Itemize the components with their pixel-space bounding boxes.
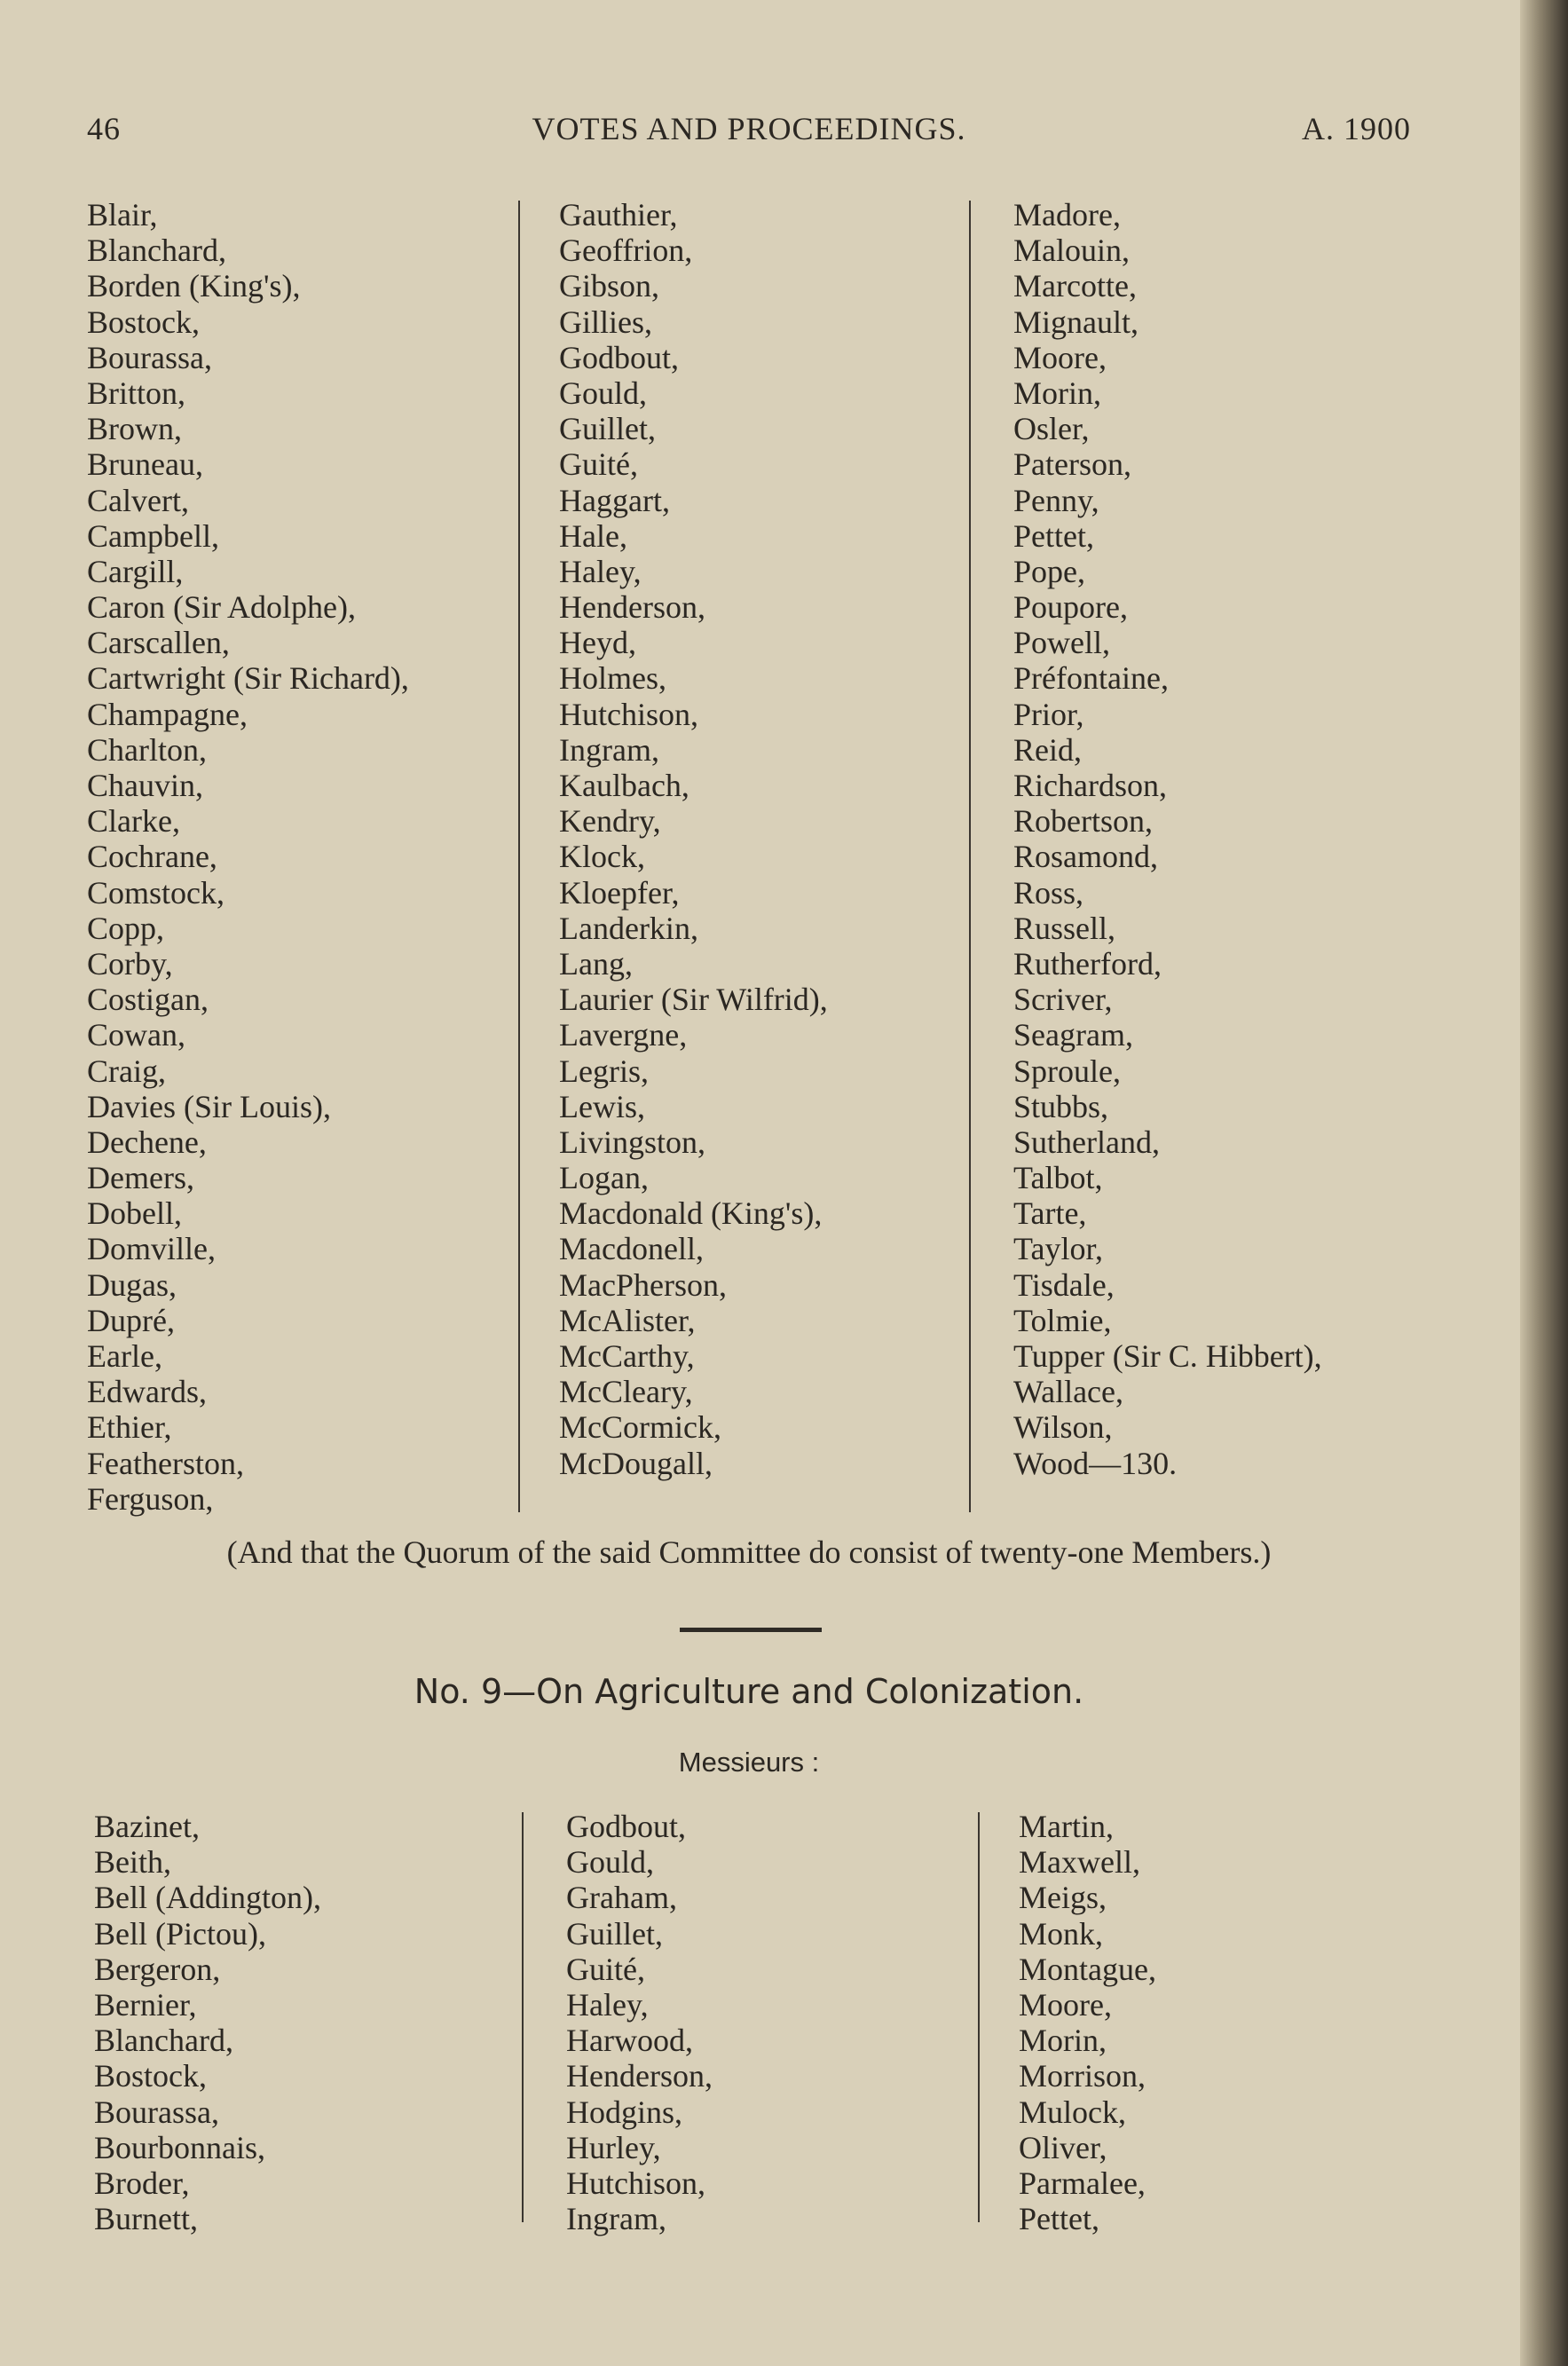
- member-name: Bourassa,: [94, 2094, 219, 2130]
- member-name: Campbell,: [87, 517, 219, 554]
- member-name: Kloepfer,: [559, 874, 680, 911]
- member-name: Reid,: [1013, 731, 1082, 768]
- member-name: Maxwell,: [1019, 1844, 1140, 1881]
- member-name: Guillet,: [566, 1915, 663, 1952]
- member-name: Pettet,: [1019, 2201, 1099, 2237]
- member-name: Legris,: [559, 1053, 649, 1089]
- member-column-1: [87, 197, 409, 1517]
- member-name: Stubbs,: [1013, 1088, 1109, 1124]
- member-name: Haggart,: [559, 482, 670, 518]
- member-name: Mignault,: [1013, 304, 1139, 340]
- column-rule: [969, 201, 971, 1512]
- member-name: Pope,: [1013, 553, 1085, 589]
- member-name: Bergeron,: [94, 1951, 221, 1987]
- member-name: Bazinet,: [94, 1809, 200, 1844]
- member-name: Ethier,: [87, 1409, 172, 1446]
- member-name: Henderson,: [559, 589, 705, 626]
- member-name: Malouin,: [1013, 233, 1130, 269]
- section-subtitle: Messieurs :: [678, 1747, 820, 1778]
- section-title: No. 9—On Agriculture and Colonization.: [414, 1672, 1084, 1711]
- page-number: 46: [87, 111, 121, 146]
- member-column-2: [559, 197, 828, 1481]
- member-name: Monk,: [1019, 1915, 1104, 1952]
- member-name: Bruneau,: [87, 446, 203, 483]
- member-name: Clarke,: [87, 803, 180, 840]
- member-name: Dupré,: [87, 1302, 175, 1338]
- member-name: Godbout,: [566, 1809, 686, 1844]
- member-name: Cartwright (Sir Richard),: [87, 660, 409, 697]
- member-name: Russell,: [1013, 910, 1116, 946]
- member-name: Ingram,: [559, 731, 659, 768]
- member-name: Klock,: [559, 839, 645, 875]
- member-name: Macdonald (King's),: [559, 1195, 823, 1232]
- member-column-3: [1019, 1809, 1156, 2236]
- member-name: Featherston,: [87, 1445, 244, 1481]
- member-name: Craig,: [87, 1053, 166, 1089]
- member-name: Broder,: [94, 2165, 190, 2201]
- member-name: Wood—130.: [1013, 1445, 1178, 1481]
- member-name: Scriver,: [1013, 982, 1113, 1018]
- member-name: Tarte,: [1013, 1195, 1087, 1232]
- member-name: Morin,: [1013, 375, 1101, 411]
- member-name: Blanchard,: [87, 233, 226, 269]
- member-name: Bourbonnais,: [94, 2129, 265, 2165]
- member-name: Costigan,: [87, 982, 209, 1018]
- member-name: Poupore,: [1013, 589, 1128, 626]
- member-name: Laurier (Sir Wilfrid),: [559, 982, 828, 1018]
- member-name: Geoffrion,: [559, 233, 693, 269]
- column-rule: [978, 1812, 980, 2222]
- member-name: Paterson,: [1013, 446, 1131, 483]
- member-name: Hutchison,: [566, 2165, 705, 2201]
- member-name: Logan,: [559, 1160, 649, 1196]
- member-name: Carscallen,: [87, 625, 230, 661]
- member-name: Guité,: [559, 446, 638, 483]
- member-name: Rutherford,: [1013, 945, 1162, 982]
- member-name: Penny,: [1013, 482, 1099, 518]
- member-column-2: [566, 1809, 713, 2236]
- page-header: [87, 110, 1411, 154]
- member-name: Oliver,: [1019, 2129, 1107, 2165]
- member-name: Kendry,: [559, 803, 661, 840]
- member-name: Gould,: [559, 375, 647, 411]
- member-name: Madore,: [1013, 197, 1121, 233]
- column-rule: [522, 1812, 524, 2222]
- member-name: Powell,: [1013, 625, 1111, 661]
- member-name: Tupper (Sir C. Hibbert),: [1013, 1338, 1322, 1374]
- member-name: Dobell,: [87, 1195, 182, 1232]
- member-name: Montague,: [1019, 1951, 1156, 1987]
- member-name: Mulock,: [1019, 2094, 1126, 2130]
- member-name: Ross,: [1013, 874, 1084, 911]
- column-rule: [518, 201, 520, 1512]
- member-name: Marcotte,: [1013, 268, 1137, 304]
- member-name: Tolmie,: [1013, 1302, 1112, 1338]
- member-name: Beith,: [94, 1844, 171, 1881]
- member-name: Hale,: [559, 517, 627, 554]
- member-name: Meigs,: [1019, 1880, 1107, 1916]
- member-name: Charlton,: [87, 731, 207, 768]
- member-name: Britton,: [87, 375, 186, 411]
- member-name: Osler,: [1013, 411, 1090, 447]
- member-name: Kaulbach,: [559, 768, 689, 803]
- member-name: Cochrane,: [87, 839, 217, 875]
- member-name: Morin,: [1019, 2023, 1107, 2059]
- member-name: Gould,: [566, 1844, 654, 1881]
- member-name: Calvert,: [87, 482, 189, 518]
- member-name: Macdonell,: [559, 1231, 704, 1267]
- member-name: Dechene,: [87, 1124, 207, 1160]
- member-name: Tisdale,: [1013, 1266, 1115, 1303]
- running-title: VOTES AND PROCEEDINGS.: [532, 111, 966, 146]
- page-edge-shadow: [1520, 0, 1568, 2366]
- member-name: Domville,: [87, 1231, 216, 1267]
- member-name: Gauthier,: [559, 197, 678, 233]
- member-name: Bell (Pictou),: [94, 1915, 266, 1952]
- member-name: Cargill,: [87, 553, 184, 589]
- member-name: Ferguson,: [87, 1480, 214, 1517]
- member-name: Blanchard,: [94, 2023, 233, 2059]
- member-name: Robertson,: [1013, 803, 1153, 840]
- member-name: Caron (Sir Adolphe),: [87, 589, 356, 626]
- member-name: Bernier,: [94, 1986, 197, 2023]
- member-name: McCarthy,: [559, 1338, 695, 1374]
- member-name: Livingston,: [559, 1124, 706, 1160]
- session-year: A. 1900: [1302, 111, 1411, 146]
- member-name: Moore,: [1013, 339, 1107, 375]
- member-name: Talbot,: [1013, 1160, 1103, 1196]
- member-name: Pettet,: [1013, 517, 1094, 554]
- member-name: Lang,: [559, 945, 633, 982]
- member-name: Copp,: [87, 910, 165, 946]
- member-name: Brown,: [87, 411, 182, 447]
- member-name: Holmes,: [559, 660, 666, 697]
- member-name: Guité,: [566, 1951, 645, 1987]
- member-name: Gibson,: [559, 268, 660, 304]
- member-name: Ingram,: [566, 2201, 666, 2237]
- member-name: Dugas,: [87, 1266, 177, 1303]
- member-name: Lavergne,: [559, 1017, 688, 1053]
- member-name: Bell (Addington),: [94, 1880, 321, 1916]
- member-name: Hurley,: [566, 2129, 661, 2165]
- member-name: Earle,: [87, 1338, 162, 1374]
- member-name: Guillet,: [559, 411, 656, 447]
- member-name: Sutherland,: [1013, 1124, 1160, 1160]
- quorum-note: (And that the Quorum of the said Committee do consist of twenty-one Members.): [226, 1534, 1272, 1570]
- member-name: McAlister,: [559, 1302, 696, 1338]
- member-name: Burnett,: [94, 2201, 198, 2237]
- member-name: Taylor,: [1013, 1231, 1104, 1267]
- member-column-3: [1013, 197, 1322, 1481]
- member-name: Hodgins,: [566, 2094, 683, 2130]
- member-name: Champagne,: [87, 696, 248, 732]
- member-name: Sproule,: [1013, 1053, 1121, 1089]
- member-name: Graham,: [566, 1880, 677, 1916]
- member-name: McCleary,: [559, 1374, 693, 1410]
- member-name: Morrison,: [1019, 2058, 1146, 2094]
- member-name: Martin,: [1019, 1809, 1114, 1844]
- member-name: Prior,: [1013, 696, 1084, 732]
- member-name: McCormick,: [559, 1409, 721, 1446]
- member-column-1: [94, 1809, 321, 2236]
- member-name: Rosamond,: [1013, 839, 1159, 875]
- member-name: Blair,: [87, 197, 158, 233]
- member-name: Godbout,: [559, 339, 679, 375]
- member-name: Seagram,: [1013, 1017, 1133, 1053]
- member-name: Henderson,: [566, 2058, 713, 2094]
- member-name: Harwood,: [566, 2023, 693, 2059]
- member-name: Gillies,: [559, 304, 652, 340]
- member-name: Demers,: [87, 1160, 194, 1196]
- member-name: Cowan,: [87, 1017, 185, 1053]
- member-name: Bostock,: [87, 304, 201, 340]
- member-name: Corby,: [87, 945, 173, 982]
- member-name: Landerkin,: [559, 910, 698, 946]
- member-name: Heyd,: [559, 625, 636, 661]
- member-name: Haley,: [566, 1986, 649, 2023]
- member-name: Moore,: [1019, 1986, 1112, 2023]
- member-name: Haley,: [559, 553, 642, 589]
- member-name: Wilson,: [1013, 1409, 1113, 1446]
- member-name: Préfontaine,: [1013, 660, 1169, 697]
- member-name: Lewis,: [559, 1088, 645, 1124]
- member-name: Edwards,: [87, 1374, 207, 1410]
- member-name: Hutchison,: [559, 696, 698, 732]
- member-name: Bostock,: [94, 2058, 208, 2094]
- member-name: Comstock,: [87, 874, 225, 911]
- member-name: MacPherson,: [559, 1266, 727, 1303]
- member-name: Parmalee,: [1019, 2165, 1146, 2201]
- member-name: Wallace,: [1013, 1374, 1124, 1410]
- member-name: McDougall,: [559, 1445, 713, 1481]
- member-name: Richardson,: [1013, 768, 1167, 803]
- member-name: Bourassa,: [87, 339, 212, 375]
- member-name: Borden (King's),: [87, 268, 301, 304]
- member-name: Davies (Sir Louis),: [87, 1088, 331, 1124]
- member-name: Chauvin,: [87, 768, 203, 803]
- section-divider: [680, 1628, 822, 1632]
